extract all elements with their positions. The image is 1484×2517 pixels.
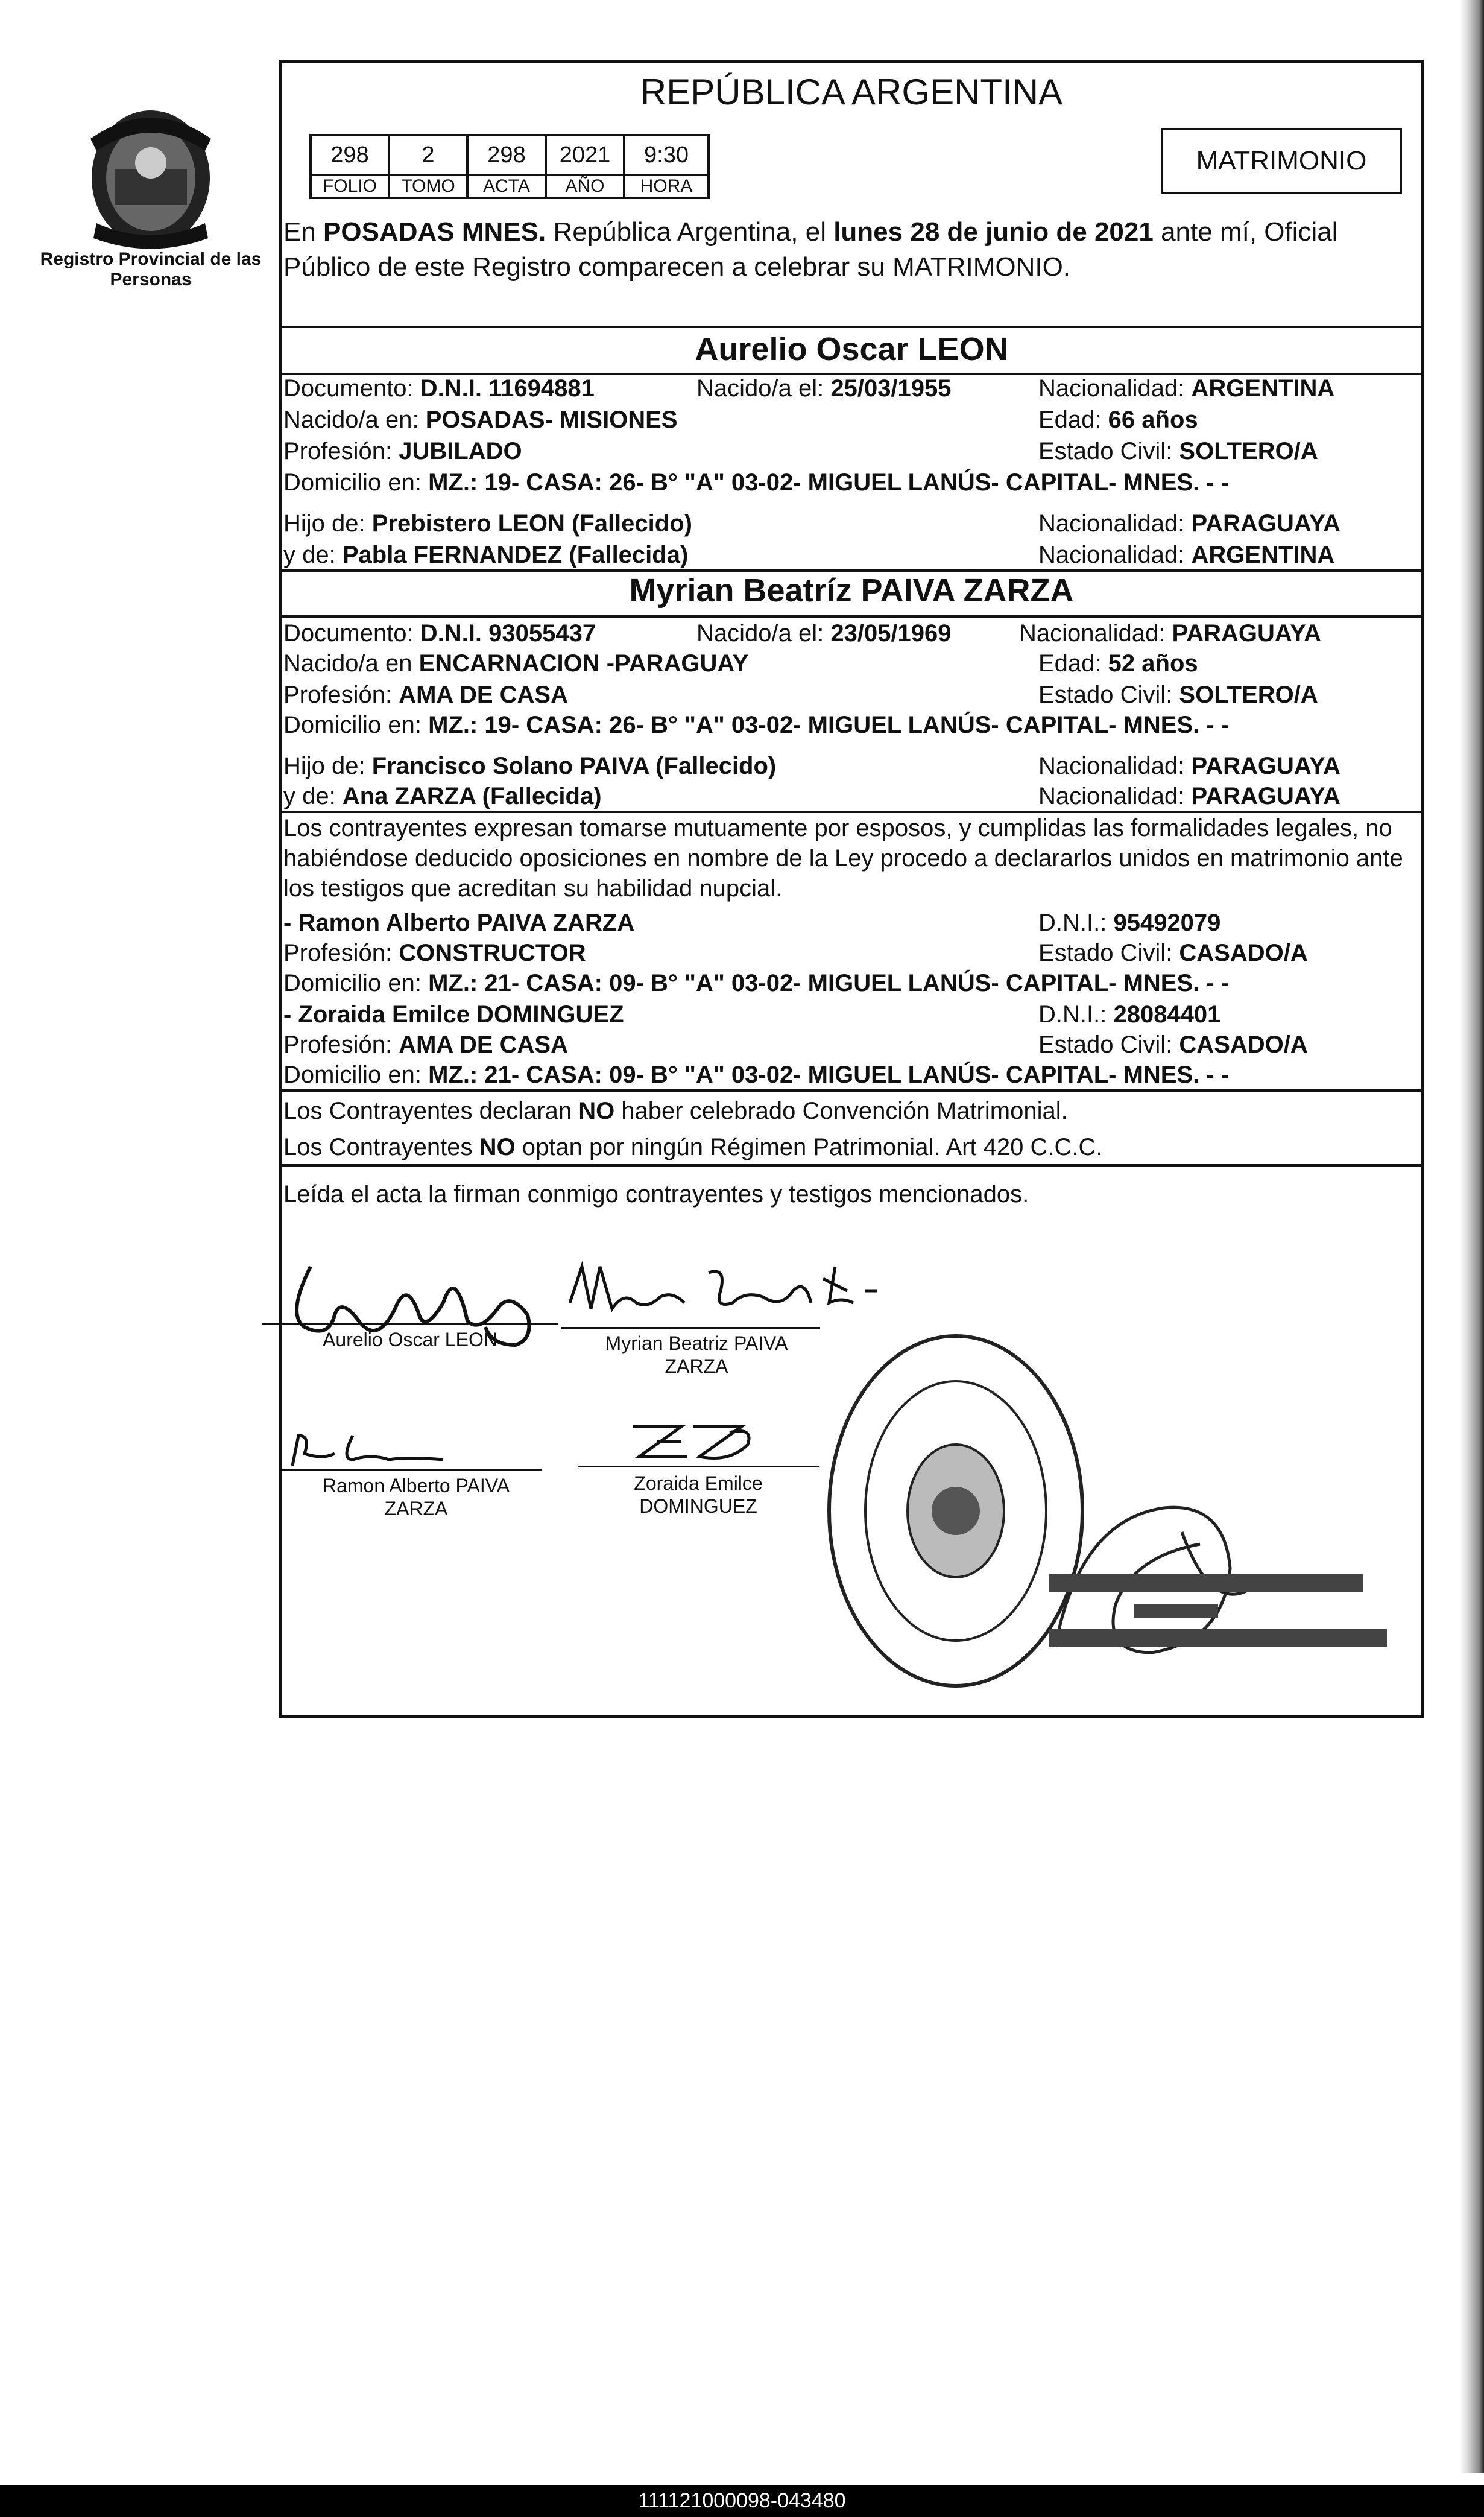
country-title: REPÚBLICA ARGENTINA (640, 72, 1063, 112)
record-type-box: MATRIMONIO (1161, 128, 1402, 194)
folio-value: 298 (311, 135, 389, 175)
signature-witness2 (621, 1414, 778, 1469)
spouse2-born: Nacido/a el: 23/05/1969 (696, 620, 952, 647)
sig-cap-witness1: Ramon Alberto PAIVA ZARZA (322, 1475, 510, 1519)
witness1-address: Domicilio en: MZ.: 21- CASA: 09- B° "A" 03-02- MIGUEL LANÚS- CAPITAL- MNES. - - (283, 970, 1230, 996)
footer-code: 111121000098-043480 (638, 2489, 846, 2512)
chief-signature-stamp (1043, 1496, 1417, 1677)
witness2-name: - Zoraida Emilce DOMINGUEZ (283, 1001, 624, 1028)
witness1-name: - Ramon Alberto PAIVA ZARZA (283, 910, 635, 936)
divider (279, 1089, 1424, 1092)
declaration-text: Los contrayentes expresan tomarse mutuamente por esposos, y cumplidas las formalidades legales, no habiéndose deducido oposiciones en nombre de la Ley procedo a declararlos unidos en matrimonio ante los testigos que acreditan su habilidad nupcial. (283, 815, 1403, 902)
acta-value: 298 (467, 135, 546, 175)
sig-cap-witness2: Zoraida Emilce DOMINGUEZ (634, 1472, 763, 1517)
divider (279, 569, 1424, 572)
acta-label: ACTA (467, 175, 546, 198)
tomo-label: TOMO (389, 175, 467, 198)
spouse1-father-nationality: Nacionalidad: PARAGUAYA (1038, 510, 1340, 537)
spouse1-address: Domicilio en: MZ.: 19- CASA: 26- B° "A" 03-02- MIGUEL LANÚS- CAPITAL- MNES. - - (283, 469, 1230, 496)
spouse2-nationality: Nacionalidad: PARAGUAYA (1019, 620, 1321, 647)
folio-label: FOLIO (311, 175, 389, 198)
divider (279, 615, 1424, 618)
spouse2-doc: Documento: D.N.I. 93055437 (283, 620, 596, 647)
spouse1-mother: y de: Pabla FERNANDEZ (Fallecida) (283, 542, 689, 568)
spouse2-profession: Profesión: AMA DE CASA (283, 682, 568, 708)
spouse1-doc: Documento: D.N.I. 11694881 (283, 375, 595, 402)
intro-paragraph: En POSADAS MNES. República Argentina, el lunes 28 de junio de 2021 ante mí, Oficial Público de este Registro comparecen a celebrar su MATRIMONIO. (283, 217, 1338, 282)
witness1-profession: Profesión: CONSTRUCTOR (283, 940, 586, 966)
registry-caption: Registro Provincial de las Personas (40, 249, 262, 290)
intro-city: POSADAS MNES. (323, 217, 546, 247)
spouse1-born: Nacido/a el: 25/03/1955 (696, 375, 952, 402)
sig-cap-spouse2: Myrian Beatriz PAIVA ZARZA (605, 1332, 788, 1377)
witness1-dni: D.N.I.: 95492079 (1038, 910, 1221, 936)
signature-spouse2 (564, 1255, 901, 1333)
spouse1-mother-nationality: Nacionalidad: ARGENTINA (1038, 542, 1335, 568)
sig-line-witness2 (578, 1466, 819, 1467)
coat-of-arms-logo (72, 97, 229, 253)
intro-date: lunes 28 de junio de 2021 (833, 217, 1154, 247)
witness1-civil-status: Estado Civil: CASADO/A (1038, 940, 1308, 966)
signature-witness1 (286, 1429, 467, 1472)
spouse2-civil-status: Estado Civil: SOLTERO/A (1038, 682, 1318, 708)
spouse2-mother-nationality: Nacionalidad: PARAGUAYA (1038, 783, 1340, 809)
spouse2-mother: y de: Ana ZARZA (Fallecida) (283, 783, 602, 809)
sig-cap-spouse1: Aurelio Oscar LEON (323, 1329, 497, 1350)
sig-line-witness1 (282, 1469, 542, 1471)
witness2-address: Domicilio en: MZ.: 21- CASA: 09- B° "A" 03-02- MIGUEL LANÚS- CAPITAL- MNES. - - (283, 1062, 1230, 1088)
witness2-dni: D.N.I.: 28084401 (1038, 1001, 1221, 1028)
spouse1-profession: Profesión: JUBILADO (283, 438, 522, 464)
witness2-civil-status: Estado Civil: CASADO/A (1038, 1031, 1308, 1058)
tomo-value: 2 (389, 135, 467, 175)
ano-label: AÑO (546, 175, 624, 198)
scan-edge (1460, 0, 1484, 2473)
divider (279, 1164, 1424, 1167)
convention-line-1: Los Contrayentes declaran NO haber celebrado Convención Matrimonial. (283, 1098, 1068, 1124)
witness2-profession: Profesión: AMA DE CASA (283, 1031, 568, 1058)
hora-label: HORA (624, 175, 709, 198)
spouse1-age: Edad: 66 años (1038, 407, 1198, 433)
spouse2-name: Myrian Beatríz PAIVA ZARZA (629, 572, 1074, 609)
spouse2-birthplace: Nacido/a en ENCARNACION -PARAGUAY (283, 650, 749, 677)
spouse1-birthplace: Nacido/a en: POSADAS- MISIONES (283, 407, 678, 433)
spouse2-father-nationality: Nacionalidad: PARAGUAYA (1038, 753, 1340, 779)
spouse1-nationality: Nacionalidad: ARGENTINA (1038, 375, 1335, 402)
ano-value: 2021 (546, 135, 624, 175)
spouse2-age: Edad: 52 años (1038, 650, 1198, 677)
record-fields-table (309, 134, 710, 199)
spouse2-address: Domicilio en: MZ.: 19- CASA: 26- B° "A" 03-02- MIGUEL LANÚS- CAPITAL- MNES. - - (283, 712, 1230, 738)
spouse2-father: Hijo de: Francisco Solano PAIVA (Fallecido) (283, 753, 777, 779)
hora-value: 9:30 (624, 135, 709, 175)
closing-text: Leída el acta la firman conmigo contrayentes y testigos mencionados. (283, 1181, 1029, 1208)
spouse1-civil-status: Estado Civil: SOLTERO/A (1038, 438, 1318, 464)
spouse1-father: Hijo de: Prebistero LEON (Fallecido) (283, 510, 692, 537)
sig-line-spouse2 (561, 1327, 820, 1329)
spouse1-name: Aurelio Oscar LEON (695, 331, 1008, 367)
divider (279, 326, 1424, 328)
convention-line-2: Los Contrayentes NO optan por ningún Régimen Patrimonial. Art 420 C.C.C. (283, 1134, 1103, 1160)
